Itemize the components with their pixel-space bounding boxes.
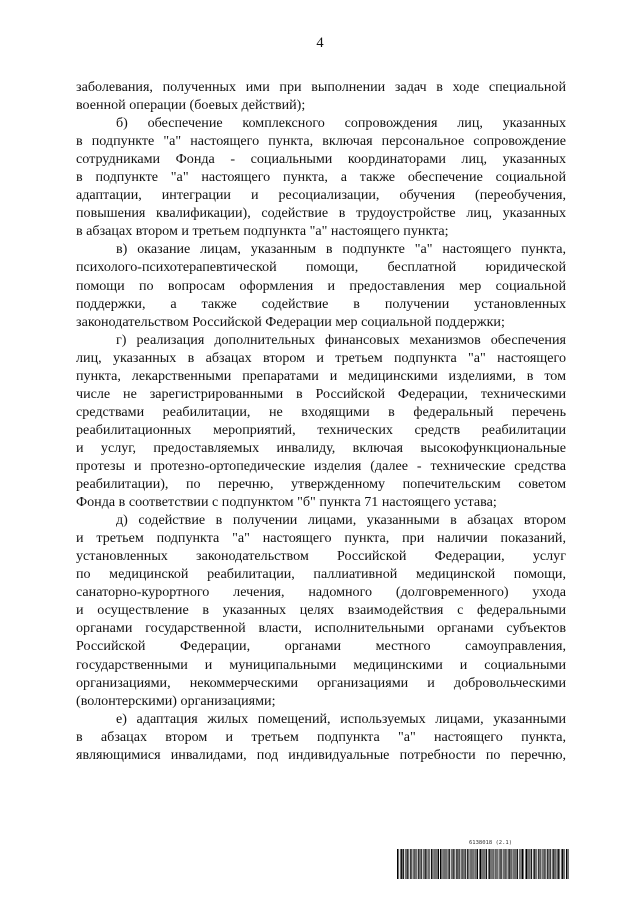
text-line: средствами реабилитации, не входящими в федеральный перечень bbox=[76, 403, 566, 420]
text-line: числе не зарегистрированными в Российской Федерации, техническими bbox=[76, 385, 566, 402]
text-line: органами государственной власти, исполнительными органами субъектов bbox=[76, 620, 566, 637]
text-line: психолого-психотерапевтической помощи, бесплатной юридической bbox=[76, 259, 566, 276]
text-line: и третьем подпункта "а" настоящего пункта, при наличии показаний, bbox=[76, 530, 566, 547]
text-line: государственными и муниципальными медицинскими и социальными bbox=[76, 656, 566, 673]
text-line: (волонтерскими) организациями; bbox=[76, 692, 276, 709]
text-line: в подпункте "а" настоящего пункта, а также обеспечение социальной bbox=[76, 169, 566, 186]
text-line: Российской Федерации, органами местного самоуправления, bbox=[76, 638, 566, 655]
text-line: пункта, лекарственными препаратами и медицинскими изделиями, в том bbox=[76, 367, 566, 384]
text-line: законодательством Российской Федерации мер социальной поддержки; bbox=[76, 313, 505, 330]
text-line: б) обеспечение комплексного сопровождения лиц, указанных bbox=[116, 115, 566, 132]
text-line: в подпункте "а" настоящего пункта, включая персональное сопровождение bbox=[76, 133, 566, 150]
text-line: поддержки, а также содействие в получении установленных bbox=[76, 295, 566, 312]
text-line: е) адаптация жилых помещений, используемых лицами, указанными bbox=[116, 710, 566, 727]
text-line: повышения квалификации), содействие в трудоустройстве лиц, указанных bbox=[76, 205, 566, 222]
text-line: санаторно-курортного лечения, надомного (долговременного) ухода bbox=[76, 584, 566, 601]
text-line: адаптации, интеграции и ресоциализации, обучения (переобучения, bbox=[76, 187, 566, 204]
text-line: в абзацах втором и третьем подпункта "а" настоящего пункта; bbox=[76, 223, 449, 240]
text-line: сотрудниками Фонда - социальными координаторами лиц, указанных bbox=[76, 151, 566, 168]
text-line: д) содействие в получении лицами, указанными в абзацах втором bbox=[116, 512, 566, 529]
page-number: 4 bbox=[316, 35, 324, 51]
text-line: организациями, некоммерческими организациями и добровольческими bbox=[76, 674, 566, 691]
text-line: военной операции (боевых действий); bbox=[76, 97, 306, 114]
text-line: реабилитационных мероприятий, технических средств реабилитации bbox=[76, 421, 566, 438]
text-line: г) реализация дополнительных финансовых механизмов обеспечения bbox=[116, 331, 566, 348]
text-line: и услуг, предоставляемых инвалиду, включая высокофункциональные bbox=[76, 439, 566, 456]
text-line: реабилитации), по перечню, утвержденному попечительским советом bbox=[76, 476, 566, 493]
text-line: помощи по вопросам оформления и предоставления мер социальной bbox=[76, 277, 566, 294]
document-body bbox=[76, 78, 566, 764]
barcode-label: 6138018 (2.1) bbox=[469, 840, 513, 846]
text-line: в абзацах втором и третьем подпункта "а" настоящего пункта, bbox=[76, 728, 566, 745]
text-line: Фонда в соответствии с подпунктом "б" пункта 71 настоящего устава; bbox=[76, 494, 497, 511]
text-line: лиц, указанных в абзацах втором и третьем подпункта "а" настоящего bbox=[76, 349, 566, 366]
text-line: по медицинской реабилитации, паллиативной медицинской помощи, bbox=[76, 566, 566, 583]
text-line: установленных законодательством Российской Федерации, услуг bbox=[76, 548, 566, 565]
text-line: являющимися инвалидами, под индивидуальные потребности по перечню, bbox=[76, 746, 566, 763]
text-line: протезы и протезно-ортопедические изделия (далее - технические средства bbox=[76, 457, 566, 474]
text-line: в) оказание лицам, указанным в подпункте "а" настоящего пункта, bbox=[116, 241, 566, 258]
text-line: и осуществление в указанных целях взаимодействия с федеральными bbox=[76, 602, 566, 619]
barcode-image bbox=[397, 849, 569, 879]
barcode-block bbox=[397, 840, 569, 888]
text-line: заболевания, полученных ими при выполнении задач в ходе специальной bbox=[76, 79, 566, 95]
